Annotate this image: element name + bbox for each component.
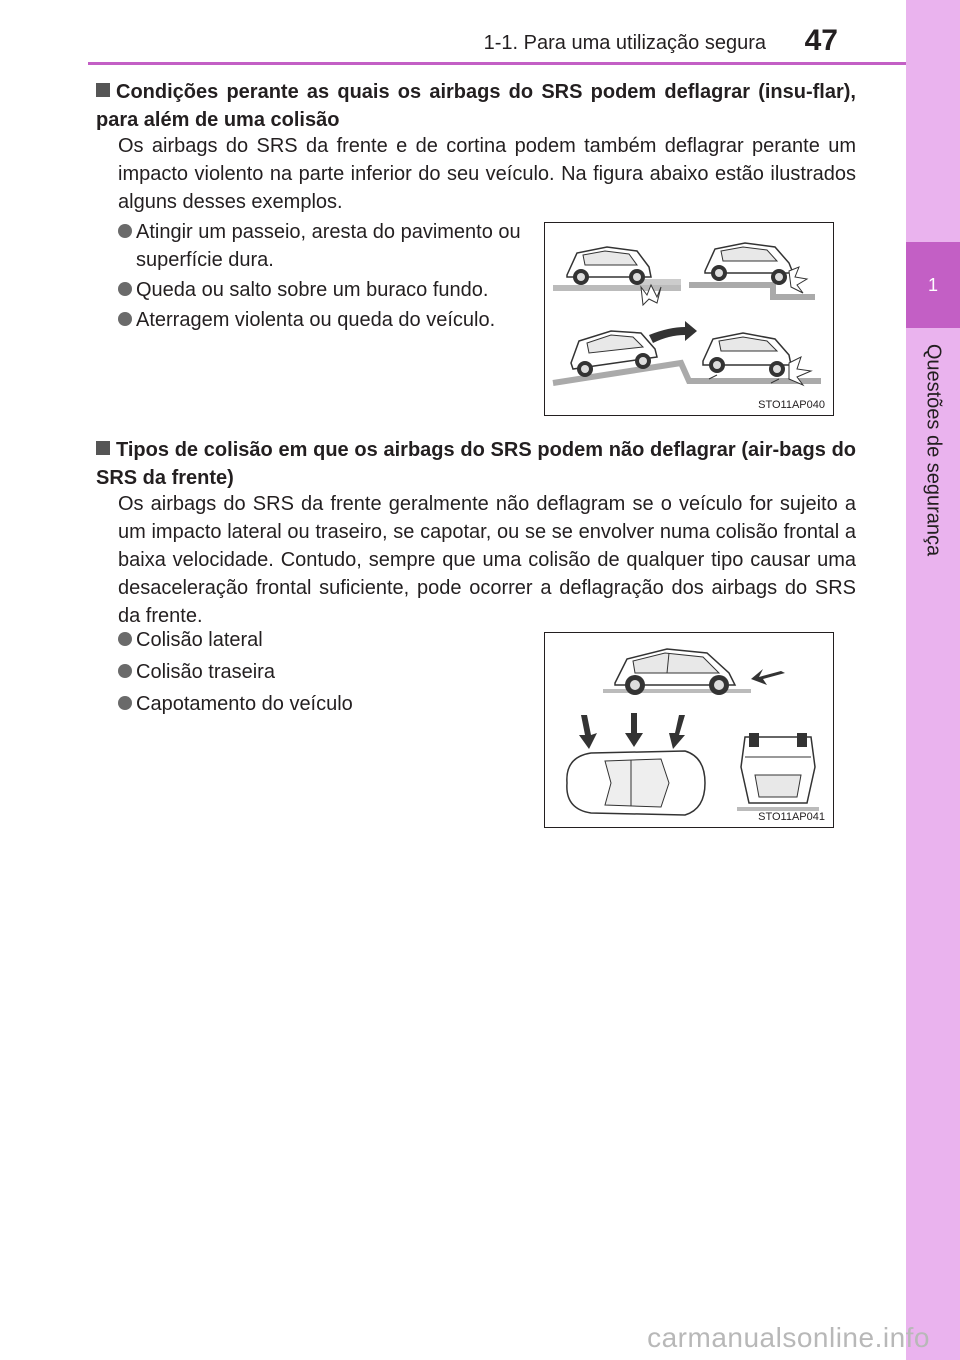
figure-underbody-impact-examples (544, 222, 834, 416)
car-in-pothole-icon (689, 243, 815, 297)
car-hard-landing-icon (703, 333, 811, 385)
circle-bullet-icon (118, 282, 132, 296)
list-item (118, 626, 528, 654)
list-item (118, 218, 528, 274)
running-section-title: 1-1. Para uma utilização segura (483, 32, 766, 54)
side-impact-arrows-icon (579, 713, 685, 749)
section-heading-airbag-deploy-conditions (96, 78, 856, 134)
list-item-text: Colisão traseira (136, 661, 275, 683)
list-item (118, 306, 528, 334)
list-item-text: Atingir um passeio, aresta do pavimento ou superfície dura. (136, 221, 521, 271)
section-paragraph: Os airbags do SRS da frente geralmente não deflagram se o veículo for sujeito a um impacto lateral ou traseiro, se capotar, ou se se envolver numa colisão frontal a baixa velocidade. Contudo, sempre que uma colisão de qualquer tipo causar uma desaceleração frontal suficiente, pode ocorrer a deflagração dos airbags do SRS da frente. (118, 493, 856, 627)
list-item-text: Queda ou salto sobre um buraco fundo. (136, 279, 489, 301)
figure-code: STO11AP041 (758, 811, 825, 823)
list-item (118, 690, 528, 718)
circle-bullet-icon (118, 312, 132, 326)
figure-code: STO11AP040 (758, 399, 825, 411)
circle-bullet-icon (118, 696, 132, 710)
section-heading-text: Condições perante as quais os airbags do SRS podem deflagrar (insu-flar), para além de uma colisão (96, 81, 856, 131)
circle-bullet-icon (118, 224, 132, 238)
list-item-text: Colisão lateral (136, 629, 263, 651)
header-divider (88, 62, 906, 65)
car-top-view-icon (567, 751, 705, 815)
list-item (118, 276, 528, 304)
arrow-right-icon (649, 321, 697, 343)
car-rollover-icon (737, 733, 819, 811)
chapter-title: Questões de segurança (922, 343, 945, 557)
page-header (0, 0, 906, 66)
square-bullet-icon (96, 83, 110, 97)
circle-bullet-icon (118, 632, 132, 646)
list-item (118, 658, 528, 686)
list-item-text: Aterragem violenta ou queda do veículo. (136, 309, 496, 331)
section-heading-airbag-no-deploy-types (96, 436, 856, 492)
section-paragraph: Os airbags do SRS da frente e de cortina podem também deflagrar perante um impacto violento na parte inferior do seu veículo. Na figura abaixo estão ilustrados alguns desses exemplos. (118, 135, 856, 213)
circle-bullet-icon (118, 664, 132, 678)
collision-types-illustration (545, 633, 833, 827)
section-heading-text: Tipos de colisão em que os airbags do SRS podem não deflagrar (air-bags do SRS da frente) (96, 439, 856, 489)
figure-non-deploy-collision-types (544, 632, 834, 828)
car-hitting-curb-icon (553, 247, 681, 305)
watermark: carmanualsonline.info (647, 1322, 930, 1353)
chapter-number: 1 (927, 274, 938, 295)
list-item-text: Capotamento do veículo (136, 693, 353, 715)
car-rear-impact-icon (603, 649, 785, 695)
chapter-number-tab[interactable] (906, 242, 960, 328)
page-number: 47 (804, 24, 838, 57)
square-bullet-icon (96, 441, 110, 455)
chapter-tab-strip (906, 0, 960, 1360)
underbody-impact-illustration (545, 223, 833, 415)
